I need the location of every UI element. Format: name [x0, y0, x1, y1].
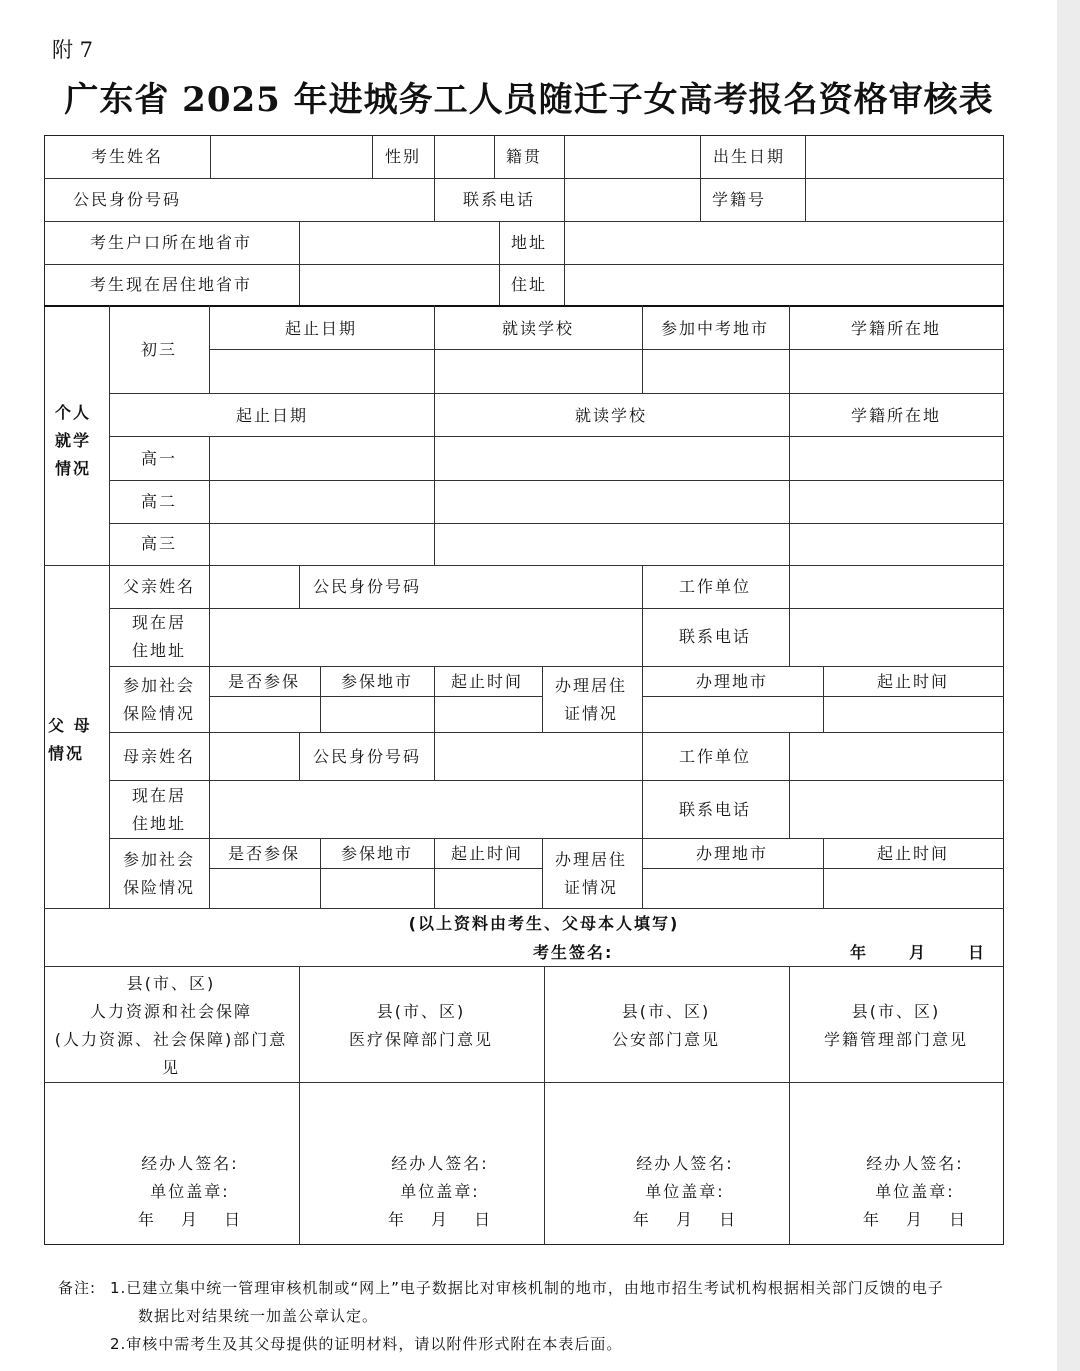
- label-father-phone: 联系电话: [678, 627, 752, 646]
- label-mother-permit: 办理居住 证情况: [554, 850, 628, 897]
- declaration-note: (以上资料由考生、父母本人填写): [408, 914, 680, 933]
- header-registry-location: 学籍所在地: [850, 319, 942, 338]
- note-line-1: 1.已建立集中统一管理审核机制或“网上”电子数据比对审核机制的地市，由地市招生考试机构根据相关部门反馈的电子: [110, 1279, 944, 1297]
- notes-label: 备注:: [58, 1279, 97, 1297]
- label-name: 考生姓名: [90, 147, 164, 166]
- label-father-insurance: 参加社会 保险情况: [122, 676, 196, 723]
- section-parents: 父 母 情况: [48, 716, 92, 763]
- dept-police-header: 县(市、区) 公安部门意见: [611, 1002, 721, 1049]
- label-hukou-province: 考生户口所在地省市: [89, 233, 253, 252]
- label-grade11: 高二: [140, 492, 178, 511]
- header-father-permit-city: 办理地市: [695, 672, 769, 691]
- dept-hr-signature: 经办人签名: 单位盖章: 年 月 日: [137, 1154, 243, 1229]
- header-father-permit-period: 起止时间: [876, 672, 950, 691]
- label-mother-insurance: 参加社会 保险情况: [122, 850, 196, 897]
- header-start-end-date-hs: 起止日期: [235, 406, 309, 425]
- form-title: 广东省 2025 年进城务工人员随迁子女高考报名资格审核表: [64, 80, 994, 120]
- label-birth-date: 出生日期: [712, 147, 786, 166]
- header-mother-insured-city: 参保地市: [340, 844, 414, 863]
- applicant-signature-label: 考生签名:: [533, 943, 614, 962]
- dept-medical-signature: 经办人签名: 单位盖章: 年 月 日: [387, 1154, 493, 1229]
- label-address: 地址: [510, 233, 548, 252]
- header-start-end-date: 起止日期: [284, 319, 358, 338]
- header-father-insured: 是否参保: [227, 672, 301, 691]
- label-grade9: 初三: [140, 340, 178, 359]
- header-mother-permit-period: 起止时间: [876, 844, 950, 863]
- label-phone: 联系电话: [462, 190, 536, 209]
- date-month: 月: [909, 943, 928, 962]
- label-mother-employer: 工作单位: [678, 747, 752, 766]
- dept-registry-signature: 经办人签名: 单位盖章: 年 月 日: [862, 1154, 968, 1229]
- header-zhongkao-city: 参加中考地市: [660, 319, 770, 338]
- header-father-insured-period: 起止时间: [450, 672, 524, 691]
- note-line-2: 2.审核中需考生及其父母提供的证明材料，请以附件形式附在本表后面。: [110, 1335, 623, 1353]
- header-father-insured-city: 参保地市: [340, 672, 414, 691]
- header-registry-location-hs: 学籍所在地: [850, 406, 942, 425]
- label-id-number: 公民身份号码: [72, 190, 182, 209]
- label-gender: 性别: [384, 147, 422, 166]
- label-mother-id: 公民身份号码: [312, 747, 422, 766]
- note-line-1b: 数据比对结果统一加盖公章认定。: [138, 1307, 379, 1325]
- label-student-no: 学籍号: [711, 190, 767, 209]
- label-residence: 住址: [510, 275, 548, 294]
- header-school-hs: 就读学校: [574, 406, 648, 425]
- label-father-residence: 现在居 住地址: [131, 613, 187, 660]
- dept-police-signature: 经办人签名: 单位盖章: 年 月 日: [632, 1154, 738, 1229]
- label-grade12: 高三: [140, 534, 178, 553]
- section-education: 个人 就学 情况: [55, 403, 92, 478]
- page-margin: [1057, 0, 1080, 1371]
- label-native-place: 籍贯: [505, 147, 543, 166]
- label-father-id: 公民身份号码: [312, 577, 422, 596]
- dept-hr-header: 县(市、区) 人力资源和社会保障 (人力资源、社会保障)部门意 见: [54, 974, 288, 1077]
- dept-registry-header: 县(市、区) 学籍管理部门意见: [823, 1002, 969, 1049]
- header-mother-insured-period: 起止时间: [450, 844, 524, 863]
- label-father-name: 父亲姓名: [122, 577, 196, 596]
- dept-medical-header: 县(市、区) 医疗保障部门意见: [348, 1002, 494, 1049]
- header-mother-permit-city: 办理地市: [695, 844, 769, 863]
- date-year: 年: [850, 943, 869, 962]
- header-school: 就读学校: [501, 319, 575, 338]
- label-father-permit: 办理居住 证情况: [554, 676, 628, 723]
- label-mother-residence: 现在居 住地址: [131, 786, 187, 833]
- label-grade10: 高一: [140, 449, 178, 468]
- annex-label: 附 7: [52, 38, 94, 62]
- header-mother-insured: 是否参保: [227, 844, 301, 863]
- label-residence-province: 考生现在居住地省市: [89, 275, 253, 294]
- label-mother-phone: 联系电话: [678, 800, 752, 819]
- date-day: 日: [968, 943, 987, 962]
- label-mother-name: 母亲姓名: [122, 747, 196, 766]
- label-father-employer: 工作单位: [678, 577, 752, 596]
